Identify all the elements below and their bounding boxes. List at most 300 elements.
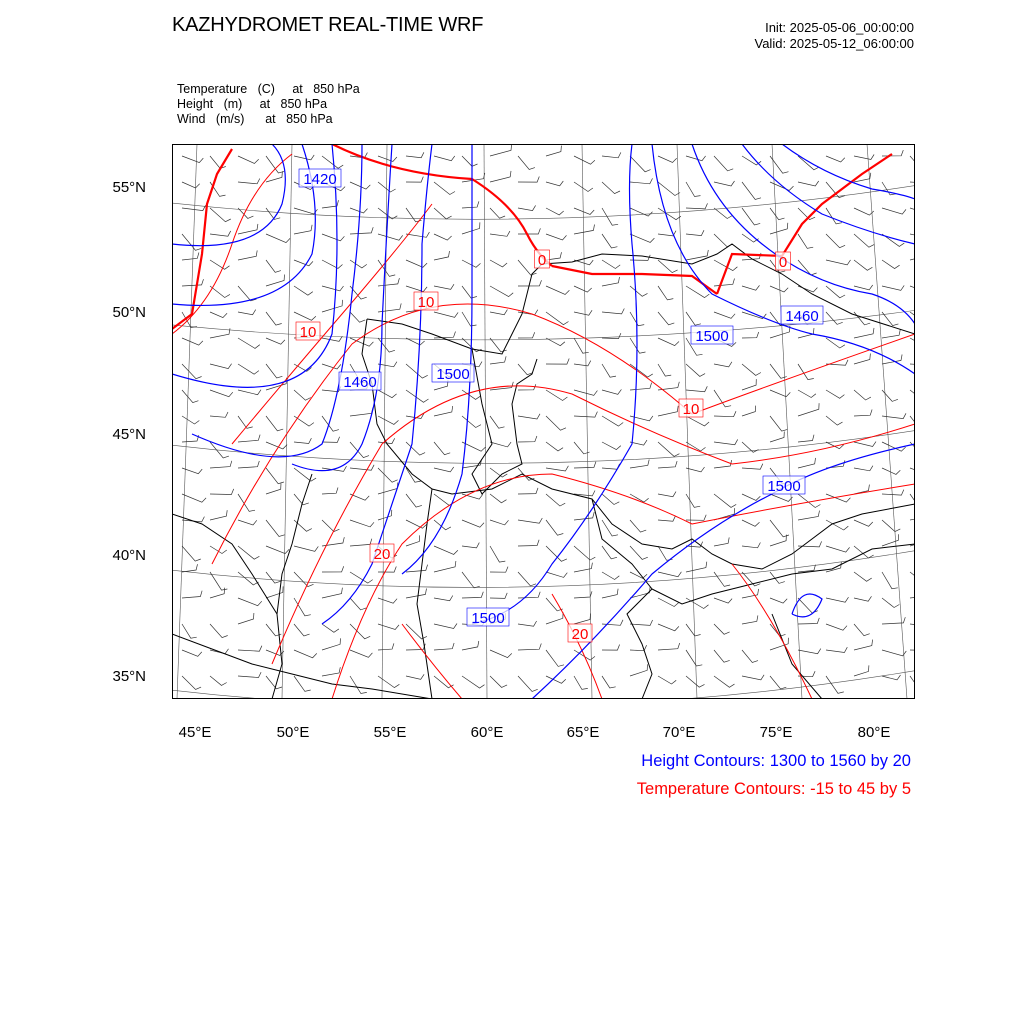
wind-barb (882, 260, 900, 269)
wind-barb (686, 312, 701, 325)
wind-barb (434, 234, 452, 240)
wind-barb (602, 546, 617, 559)
wind-barb (490, 520, 509, 525)
wind-barb (770, 416, 787, 431)
wind-barb (378, 303, 401, 312)
wind-barb (238, 310, 256, 315)
wind-barb (238, 646, 262, 652)
wind-barb (238, 494, 255, 511)
wind-barb (210, 588, 225, 598)
wind-barb (434, 596, 453, 601)
wind-barb (210, 461, 232, 468)
wind-barb (182, 416, 199, 424)
wind-barb (658, 156, 677, 163)
wind-barb (714, 411, 736, 417)
wind-barb (714, 598, 732, 603)
wind-barb (658, 461, 677, 468)
wind-barb (798, 458, 816, 468)
wind-barb (602, 277, 620, 286)
wind-barb (378, 643, 394, 650)
wind-barb (518, 332, 535, 338)
lat-label-55: 55°N (112, 179, 146, 196)
wind-barb (602, 442, 621, 450)
wind-barb (266, 234, 290, 243)
wind-barb (602, 389, 621, 394)
wind-barb (406, 494, 422, 507)
wind-barb (854, 596, 872, 601)
wind-barb (714, 208, 732, 219)
wind-barb (882, 468, 900, 474)
wind-barb (714, 181, 735, 186)
wind-barb (658, 406, 678, 416)
wind-barb (574, 208, 594, 214)
wind-barb (462, 543, 479, 548)
init-time: Init: 2025-05-06_00:00:00 (765, 20, 914, 35)
wind-barb (686, 386, 707, 391)
wind-barb (882, 150, 903, 156)
wind-barb (602, 676, 616, 688)
wind-barb (350, 572, 373, 583)
wind-barb (238, 364, 259, 374)
wind-barb (798, 328, 814, 338)
wind-barb (714, 156, 733, 171)
wind-barb (798, 390, 816, 398)
wind-barb (406, 177, 423, 183)
wind-barb (686, 203, 708, 209)
height-contour-label: 1460 (785, 308, 819, 325)
wind-barb (742, 520, 760, 526)
wind-barb (546, 650, 564, 666)
wind-barb (798, 649, 821, 654)
wind-barb (182, 364, 202, 379)
wind-barb (266, 416, 283, 431)
wind-barb (770, 223, 788, 234)
wind-barb (798, 364, 814, 380)
wind-barbs (182, 144, 915, 693)
wind-barb (406, 535, 420, 546)
wind-barb (490, 310, 507, 315)
wind-barb (490, 171, 511, 182)
wind-barb (210, 260, 230, 269)
temperature-contour-label: 0 (778, 254, 788, 271)
wind-barb (182, 494, 206, 502)
wind-barb (826, 460, 845, 468)
wind-barb (770, 520, 789, 537)
wind-barb (406, 208, 422, 222)
wind-barb (574, 676, 588, 689)
wind-barb (826, 647, 847, 652)
wind-barb (574, 310, 592, 315)
wind-barb (714, 362, 732, 367)
wind-barb (826, 286, 845, 298)
wind-barb (490, 356, 506, 364)
wind-barb (182, 234, 201, 250)
wind-barb (434, 284, 454, 289)
wind-barb (882, 650, 906, 656)
wind-barb (826, 390, 844, 398)
wind-barb (350, 650, 372, 657)
wind-barb (658, 260, 678, 273)
wind-barb (490, 650, 512, 658)
wind-barb (462, 641, 479, 650)
lon-label-70: 70°E (662, 724, 696, 741)
wind-barb (882, 390, 898, 401)
wind-barb (378, 468, 398, 482)
wind-barb (630, 178, 653, 183)
wind-barb (574, 390, 597, 395)
wind-barb (406, 364, 428, 378)
wind-barb (518, 592, 540, 598)
wind-barb (294, 572, 314, 587)
wind-barb (742, 182, 761, 200)
wind-barb (658, 208, 681, 220)
wind-barb (826, 234, 845, 248)
wind-barb (266, 442, 287, 449)
wind-barb (742, 364, 761, 375)
lon-label-75: 75°E (759, 724, 793, 741)
wind-barb (602, 620, 623, 626)
wind-barb (518, 414, 540, 419)
wind-barb (602, 333, 621, 339)
variable-temperature: Temperature (C) at 850 hPa (177, 82, 360, 96)
wind-barb (714, 624, 730, 634)
weather-map (172, 144, 915, 699)
wind-barb (350, 408, 373, 417)
wind-barb (182, 156, 203, 163)
wind-barb (490, 416, 505, 428)
wind-barb (770, 390, 790, 397)
wind-barb (602, 572, 619, 580)
wind-barb (294, 260, 313, 266)
wind-barb (210, 510, 227, 520)
wind-barb (322, 588, 342, 598)
wind-barb (714, 234, 733, 247)
temperature-contour-label: 20 (571, 626, 589, 643)
lat-label-45: 45°N (112, 426, 146, 443)
wind-barb (378, 156, 397, 162)
wind-barb (518, 572, 536, 586)
wind-barb (518, 488, 538, 494)
wind-barb (574, 591, 592, 598)
wind-barb (322, 638, 341, 650)
wind-barb (350, 598, 366, 610)
wind-barb (658, 286, 673, 300)
wind-barb (490, 286, 513, 297)
wind-barb (798, 511, 820, 520)
wind-barb (294, 546, 318, 551)
wind-barb (742, 332, 759, 338)
wind-barb (826, 676, 844, 693)
wind-barb (546, 466, 568, 471)
wind-barb (210, 208, 231, 222)
wind-barb (210, 312, 227, 318)
height-contours-note: Height Contours: 1300 to 1560 by 20 (641, 752, 911, 770)
wind-barb (322, 488, 338, 495)
wind-barb (182, 624, 197, 638)
wind-barb (350, 208, 368, 213)
wind-barb (630, 156, 651, 172)
wind-barb (518, 644, 541, 651)
wind-barb (546, 146, 561, 156)
wind-barb (546, 520, 563, 535)
wind-barb (238, 390, 261, 395)
wind-barb (546, 181, 563, 186)
wind-barb (462, 156, 478, 166)
wind-barb (798, 234, 813, 248)
temperature-contours-note: Temperature Contours: -15 to 45 by 5 (636, 780, 911, 798)
wind-barb (546, 286, 569, 295)
wind-barb (266, 275, 285, 287)
wind-barb (602, 520, 618, 536)
wind-barb (854, 442, 876, 447)
wind-barb (770, 624, 786, 636)
wind-barb (854, 390, 871, 400)
lat-label-40: 40°N (112, 547, 146, 564)
wind-barb (434, 467, 454, 472)
wind-barb (658, 492, 676, 497)
wind-barb (770, 676, 786, 689)
wind-barb (854, 640, 873, 650)
wind-barb (490, 442, 511, 447)
wind-barb (350, 260, 367, 268)
wind-barb (350, 676, 367, 694)
wind-barb (714, 494, 736, 507)
wind-barb (210, 364, 232, 369)
wind-barb (602, 260, 620, 269)
wind-barb (826, 312, 843, 324)
wind-barb (238, 461, 259, 468)
wind-barb (378, 234, 403, 240)
wind-barb (434, 312, 458, 317)
wind-barb (266, 208, 280, 219)
wind-barb (882, 598, 899, 608)
height-contour-label: 1500 (695, 328, 729, 345)
wind-barb (350, 442, 369, 458)
wind-barb (294, 650, 317, 658)
wind-barb (882, 208, 906, 214)
wind-barb (602, 589, 618, 598)
wind-barb (546, 208, 564, 215)
wind-barb (658, 338, 679, 346)
wind-barb (714, 572, 730, 586)
wind-barb (294, 286, 313, 295)
height-contour-label: 1500 (471, 610, 505, 627)
wind-barb (406, 390, 429, 402)
wind-barb (714, 279, 735, 287)
wind-barb (658, 624, 679, 631)
wind-barb (574, 225, 595, 235)
wind-barb (574, 156, 595, 164)
wind-barb (854, 155, 874, 160)
wind-barb (294, 624, 310, 636)
wind-barb (266, 364, 282, 378)
wind-barb (322, 364, 341, 369)
wind-barb (742, 675, 764, 680)
wind-barb (490, 260, 507, 267)
wind-barb (574, 546, 595, 560)
wind-barb (574, 182, 593, 192)
wind-barb (686, 676, 705, 687)
wind-barb (742, 406, 756, 416)
wind-barb (658, 643, 680, 650)
wind-barb (714, 312, 735, 318)
wind-barb (490, 546, 505, 562)
wind-barb (854, 624, 870, 636)
wind-barb (182, 279, 204, 286)
wind-barb (770, 286, 788, 292)
wind-barb (182, 338, 203, 345)
wind-barb (686, 230, 704, 235)
wind-barb (462, 572, 480, 588)
wind-barb (854, 260, 872, 270)
lon-label-55: 55°E (373, 724, 407, 741)
wind-barb (658, 312, 674, 325)
lon-label-50: 50°E (276, 724, 310, 741)
wind-barb (490, 676, 507, 687)
graticule (172, 144, 915, 699)
wind-barb (434, 251, 450, 260)
wind-barb (882, 285, 904, 290)
wind-barb (210, 489, 234, 495)
wind-barb (658, 364, 671, 376)
wind-barb (210, 412, 228, 417)
wind-barb (546, 612, 563, 624)
wind-barb (266, 572, 281, 583)
wind-barb (742, 543, 760, 548)
lat-label-35: 35°N (112, 668, 146, 685)
wind-barb (882, 572, 898, 589)
lon-label-65: 65°E (566, 724, 600, 741)
wind-barb (462, 520, 484, 527)
wind-barb (378, 483, 398, 495)
wind-barb (630, 520, 646, 532)
wind-barb (630, 338, 646, 353)
height-contour-label: 1500 (767, 478, 801, 495)
wind-barb (770, 432, 784, 443)
wind-barb (602, 234, 617, 248)
wind-barb (742, 285, 760, 290)
wind-barb (826, 624, 847, 630)
variable-wind: Wind (m/s) at 850 hPa (177, 112, 333, 126)
wind-barb (182, 390, 198, 403)
wind-barb (826, 546, 850, 552)
wind-barb (798, 435, 814, 442)
wind-barb (406, 589, 427, 599)
wind-barb (882, 490, 904, 496)
valid-time: Valid: 2025-05-12_06:00:00 (754, 36, 914, 51)
wind-barb (490, 593, 507, 599)
wind-barb (266, 520, 285, 537)
wind-barb (182, 253, 199, 261)
wind-barb (182, 564, 198, 572)
wind-barb (630, 383, 652, 390)
wind-barb (574, 338, 589, 353)
wind-barb (266, 260, 281, 272)
wind-barb (406, 260, 427, 267)
wind-barb (350, 624, 370, 639)
wind-barb (350, 338, 373, 346)
wind-barb (266, 468, 284, 484)
wind-barb (546, 442, 563, 451)
wind-barb (238, 435, 260, 442)
zero-isotherm (172, 144, 892, 329)
wind-barb (350, 227, 373, 234)
height-contour-label: 1500 (436, 366, 470, 383)
wind-barb (602, 182, 620, 194)
wind-barb (630, 364, 653, 377)
wind-barb (518, 205, 536, 210)
wind-barb (798, 403, 819, 416)
lon-label-80: 80°E (857, 724, 891, 741)
wind-barb (546, 572, 567, 577)
wind-barb (462, 222, 480, 234)
wind-barb (518, 621, 537, 626)
wind-barb (378, 278, 399, 286)
wind-barb (238, 224, 258, 234)
wind-barb (322, 234, 344, 241)
wind-barb (630, 286, 648, 296)
wind-barb (658, 676, 676, 684)
wind-barb (350, 312, 365, 322)
wind-barb (882, 312, 898, 326)
wind-barb (490, 567, 508, 573)
wind-barb (854, 572, 872, 581)
wind-barb (826, 156, 845, 162)
wind-barb (882, 413, 906, 418)
wind-barb (490, 494, 507, 503)
temperature-contour-label: 10 (682, 401, 700, 418)
wind-barb (406, 644, 425, 650)
wind-barb (602, 494, 619, 505)
wind-barb (686, 650, 702, 666)
wind-barb (378, 598, 397, 603)
wind-barb (630, 460, 649, 469)
wind-barb (798, 156, 819, 170)
wind-barb (742, 615, 758, 624)
wind-barb (238, 520, 257, 525)
wind-barb (322, 537, 344, 546)
wind-barb (210, 676, 227, 685)
wind-barb (658, 182, 680, 196)
wind-barb (266, 312, 282, 325)
wind-barb (826, 260, 851, 265)
wind-barb (826, 338, 845, 348)
wind-barb (294, 225, 312, 234)
wind-barb (574, 462, 596, 468)
wind-barb (826, 597, 849, 602)
height-contour-label: 1460 (343, 374, 377, 391)
wind-barb (798, 541, 822, 547)
wind-barb (322, 260, 343, 268)
wind-barb (518, 364, 533, 375)
wind-barb (882, 520, 900, 532)
wind-barb (434, 182, 455, 195)
wind-barb (854, 208, 874, 215)
wind-barb (518, 676, 538, 692)
height-contour-label: 1420 (303, 171, 337, 188)
wind-barb (266, 676, 282, 689)
wind-barb (546, 312, 569, 325)
wind-barb (882, 329, 900, 338)
wind-barb (742, 464, 763, 470)
wind-barb (238, 598, 262, 606)
lon-label-45: 45°E (178, 724, 212, 741)
wind-barb (686, 598, 709, 609)
wind-barb (238, 179, 260, 184)
wind-barb (350, 465, 374, 470)
wind-barb (602, 152, 621, 157)
wind-barb (322, 156, 343, 168)
